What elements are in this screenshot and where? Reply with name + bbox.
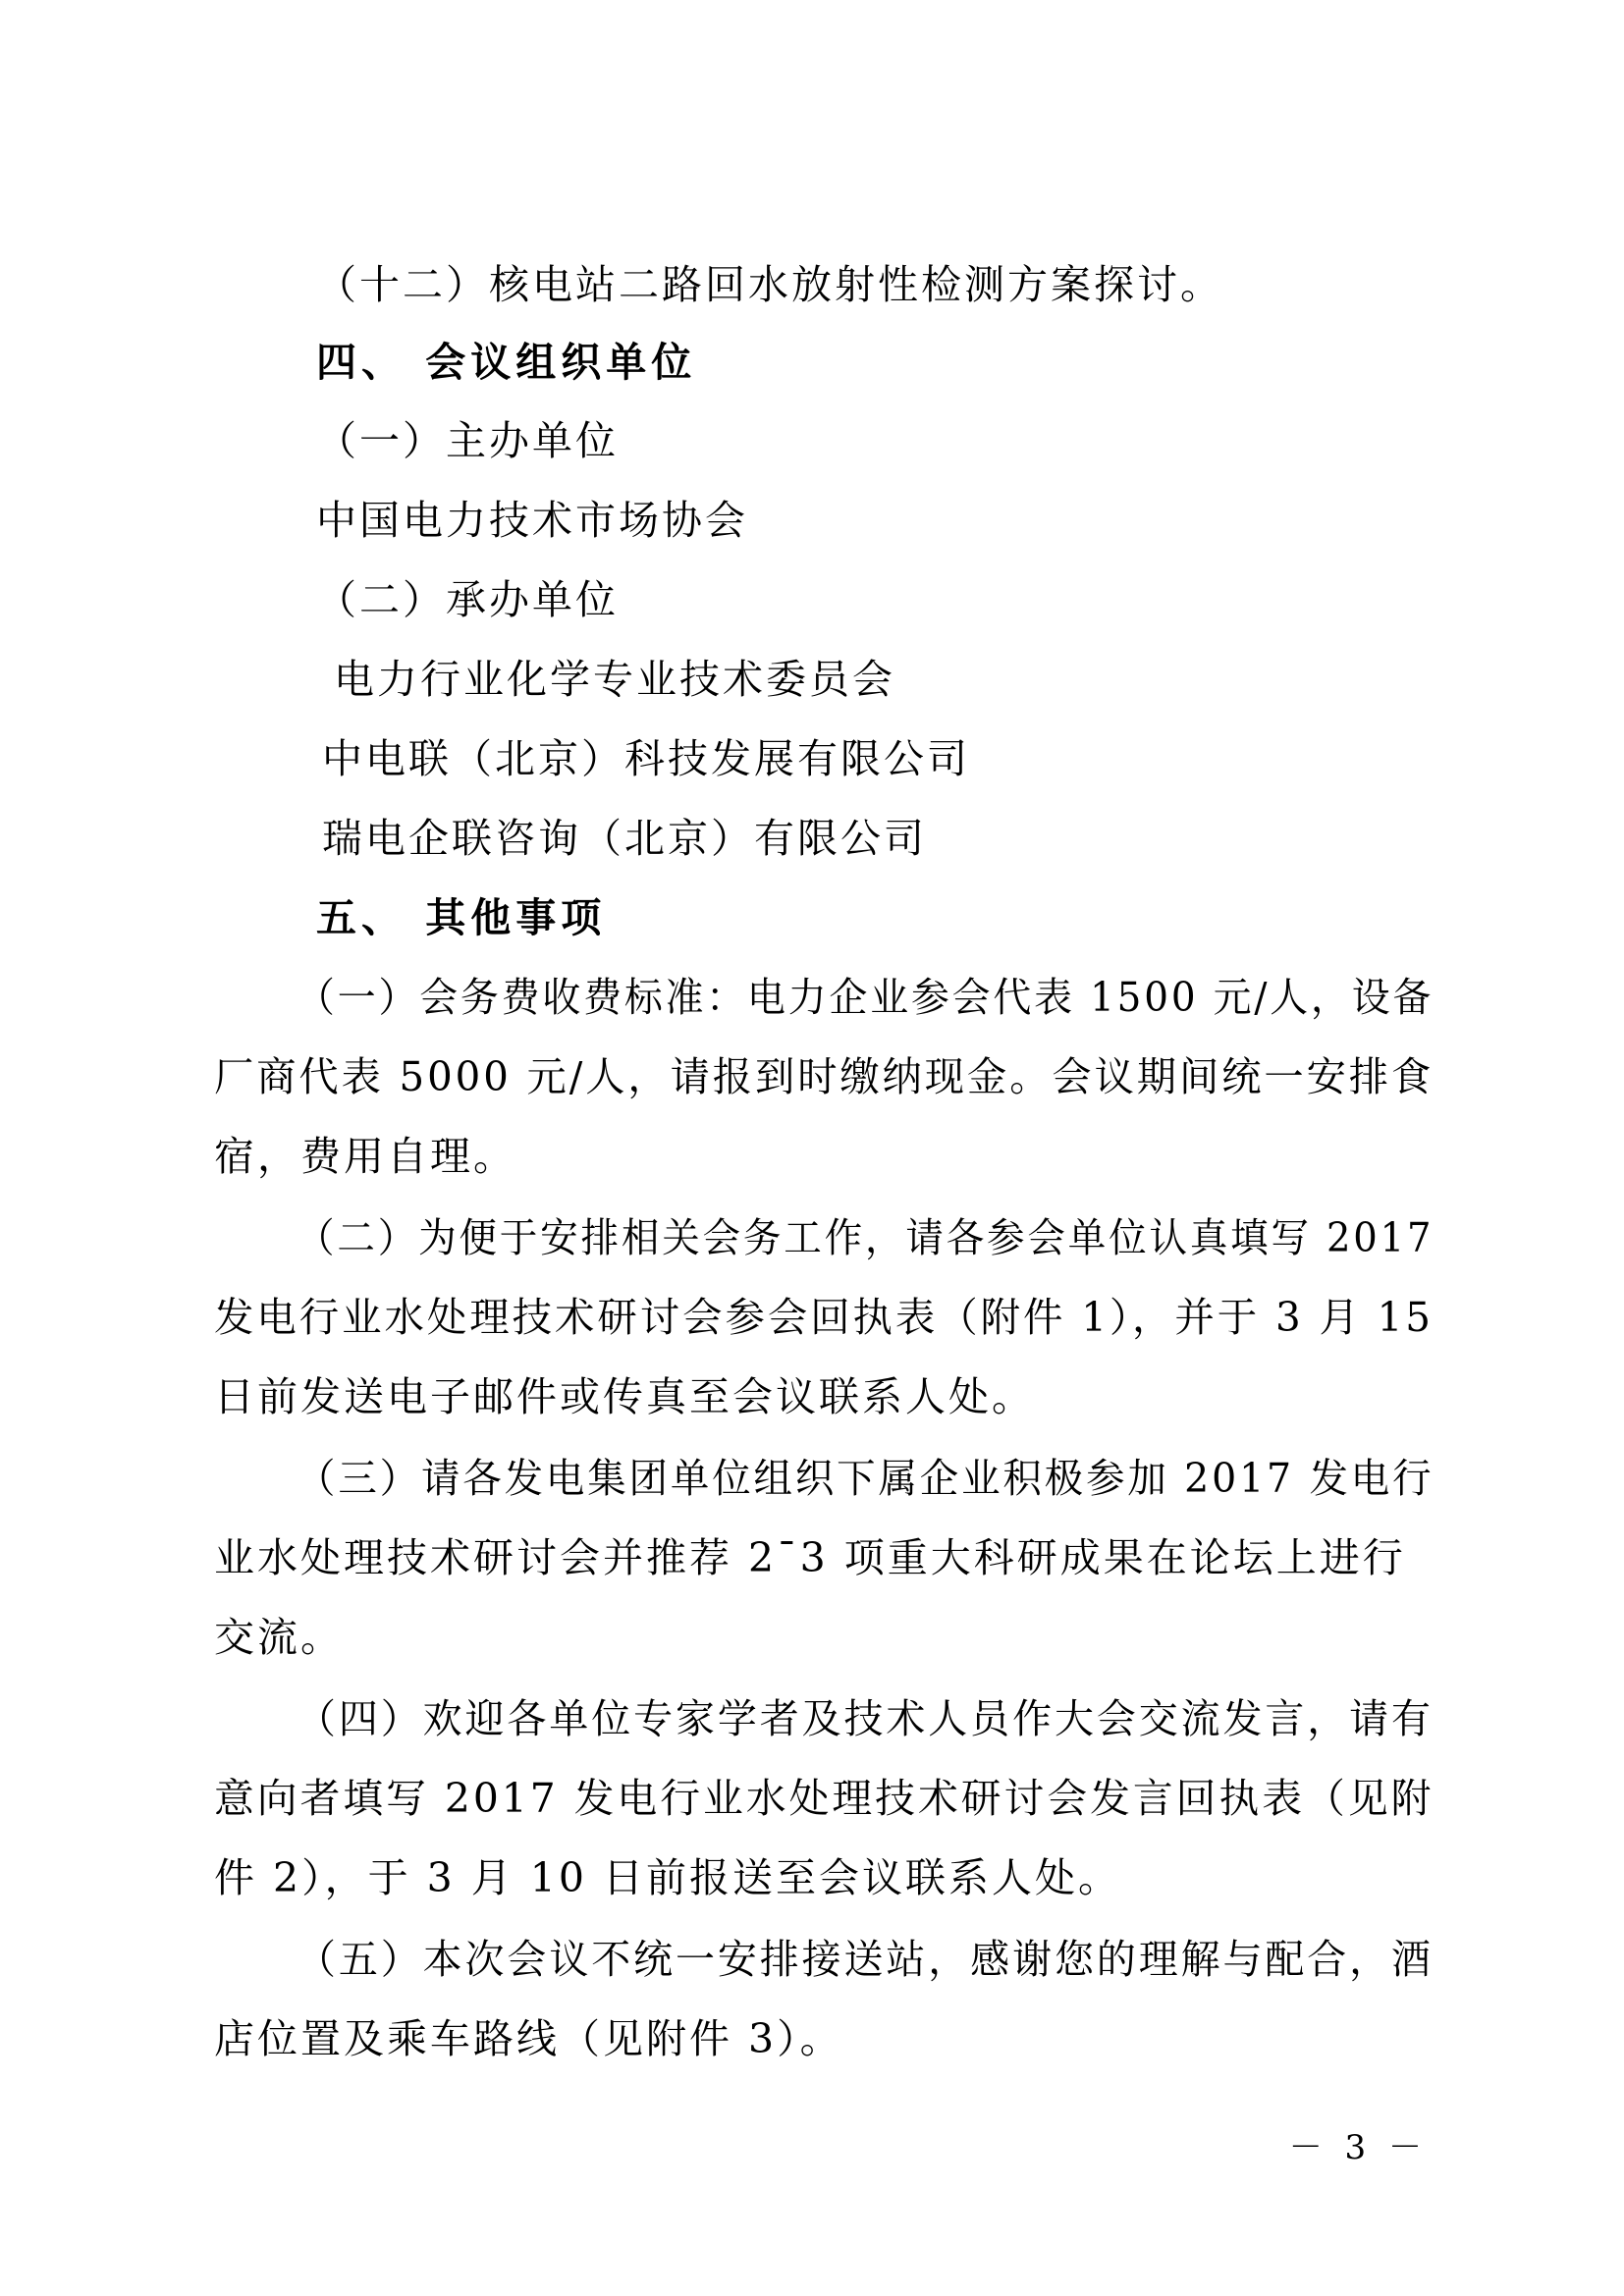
paragraph-line: 店位置及乘车路线（见附件 3）。 bbox=[214, 2015, 843, 2062]
sponsor-label: （一）主办单位 bbox=[316, 417, 619, 464]
organizer-label: （二）承办单位 bbox=[316, 576, 619, 623]
paragraph-line: 厂商代表 5000 元/人，请报到时缴纳现金。会议期间统一安排食 bbox=[214, 1053, 1435, 1100]
section-heading-organizers: 四、 会议组织单位 bbox=[316, 339, 697, 386]
organizer-name: 中电联（北京）科技发展有限公司 bbox=[322, 735, 970, 782]
paragraph-line: （二）为便于安排相关会务工作，请各参会单位认真填写 2017 bbox=[297, 1214, 1435, 1261]
paragraph-line: （一）会务费收费标准：电力企业参会代表 1500 元/人，设备 bbox=[297, 974, 1435, 1021]
sponsor-name: 中国电力技术市场协会 bbox=[316, 497, 748, 544]
organizer-name: 电力行业化学专业技术委员会 bbox=[334, 656, 895, 703]
organizer-name: 瑞电企联咨询（北京）有限公司 bbox=[322, 815, 927, 862]
paragraph-line: （五）本次会议不统一安排接送站，感谢您的理解与配合，酒 bbox=[297, 1936, 1434, 1983]
section-heading-other-matters: 五、 其他事项 bbox=[316, 894, 607, 941]
list-item-12: （十二）核电站二路回水放射性检测方案探讨。 bbox=[316, 261, 1223, 308]
paragraph-line: （三）请各发电集团单位组织下属企业积极参加 2017 发电行 bbox=[297, 1455, 1435, 1502]
paragraph-line: 日前发送电子邮件或传真至会议联系人处。 bbox=[214, 1373, 1035, 1420]
paragraph-line: 交流。 bbox=[214, 1614, 344, 1661]
paragraph-line: 意向者填写 2017 发电行业水处理技术研讨会发言回执表（见附 bbox=[214, 1775, 1435, 1822]
paragraph-line: 业水处理技术研讨会并推荐 2¯3 项重大科研成果在论坛上进行 bbox=[214, 1534, 1406, 1581]
paragraph-line: 发电行业水处理技术研讨会参会回执表（附件 1），并于 3 月 15 bbox=[214, 1294, 1434, 1341]
page-number: － 3 － bbox=[1288, 2128, 1428, 2167]
paragraph-line: 宿，费用自理。 bbox=[214, 1133, 516, 1180]
paragraph-line: 件 2），于 3 月 10 日前报送至会议联系人处。 bbox=[214, 1854, 1122, 1901]
paragraph-line: （四）欢迎各单位专家学者及技术人员作大会交流发言，请有 bbox=[297, 1695, 1434, 1742]
